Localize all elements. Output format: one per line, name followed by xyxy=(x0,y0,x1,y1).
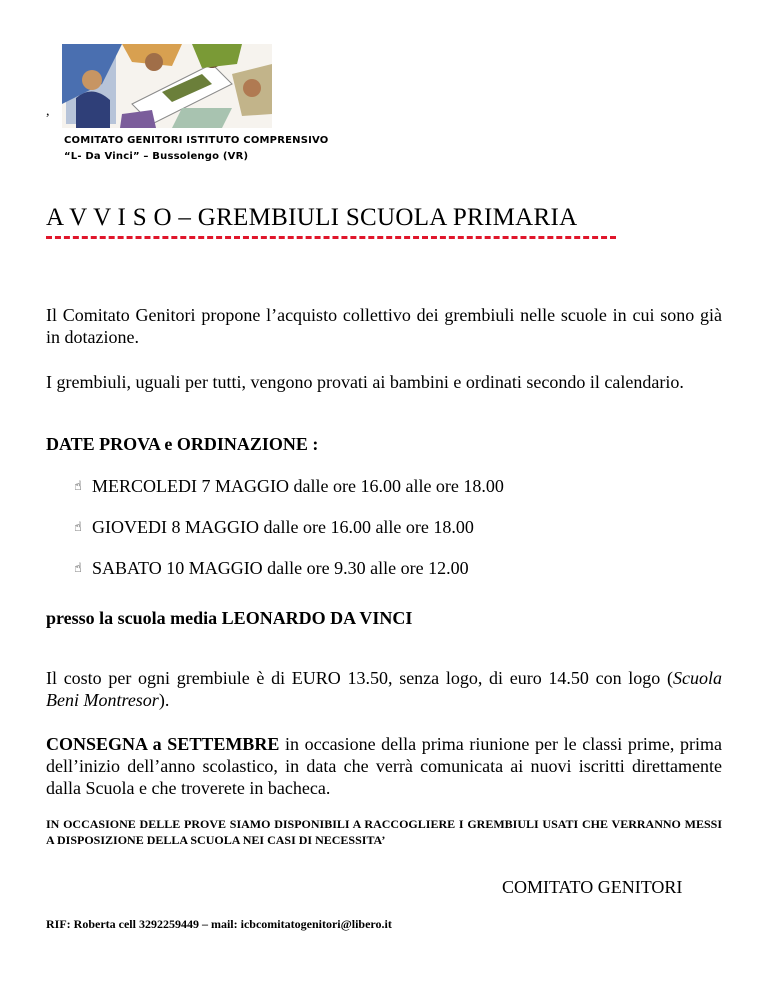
delivery-text: in occasione della prima riunione per le classi prime, prima dell’inizio dell’anno scolastico, in data che verrà comunicata ai nuovi iscritti direttamente dalla Scuola e che troverete in bacheca. xyxy=(46,734,722,798)
red-dashed-divider xyxy=(46,236,616,239)
date-text: MERCOLEDI 7 MAGGIO dalle ore 16.00 alle ore 18.00 xyxy=(92,476,504,496)
hand-pointer-icon: ☝ xyxy=(74,520,82,535)
cost-close: ). xyxy=(158,690,170,710)
cost-paragraph xyxy=(46,667,722,711)
committee-header xyxy=(64,133,329,165)
meeting-clipart-image xyxy=(62,44,272,128)
logo-name: Scuola Beni Montresor xyxy=(46,668,722,710)
cost-text: Il costo per ogni grembiule è di EURO 13.50, senza logo, di euro 14.50 con logo ( xyxy=(46,668,673,688)
delivery-paragraph xyxy=(46,733,722,799)
venue-line: presso la scuola media LEONARDO DA VINCI xyxy=(46,608,413,628)
dates-list xyxy=(74,476,504,599)
contact-line: RIF: Roberta cell 3292259449 – mail: icbcomitatogenitori@libero.it xyxy=(46,917,392,931)
fitting-paragraph: I grembiuli, uguali per tutti, vengono provati ai bambini e ordinati secondo il calendario. xyxy=(46,372,684,392)
hand-pointer-icon: ☝ xyxy=(74,479,82,494)
intro-paragraph: Il Comitato Genitori propone l’acquisto collettivo dei grembiuli nelle scuole in cui sono già in dotazione. xyxy=(46,305,722,347)
list-item xyxy=(74,517,504,558)
page-title: A V V I S O – GREMBIULI SCUOLA PRIMARIA xyxy=(46,204,578,231)
date-text: GIOVEDI 8 MAGGIO dalle ore 16.00 alle ore 18.00 xyxy=(92,517,474,537)
delivery-heading: CONSEGNA a SETTEMBRE xyxy=(46,734,280,754)
stray-comma: , xyxy=(46,104,50,119)
school-location: “L- Da Vinci” – Bussolengo (VR) xyxy=(64,151,249,162)
list-item xyxy=(74,476,504,517)
signature: COMITATO GENITORI xyxy=(502,877,683,897)
committee-name: COMITATO GENITORI ISTITUTO COMPRENSIVO xyxy=(64,135,329,146)
list-item xyxy=(74,558,504,599)
hand-pointer-icon: ☝ xyxy=(74,561,82,576)
used-aprons-note: IN OCCASIONE DELLE PROVE SIAMO DISPONIBILI A RACCOGLIERE I GREMBIULI USATI CHE VERRANNO MESSI A DISPOSIZIONE DELLA SCUOLA NEI CASI DI NECESSITA’ xyxy=(46,817,722,847)
dates-heading: DATE PROVA e ORDINAZIONE : xyxy=(46,434,319,454)
date-text: SABATO 10 MAGGIO dalle ore 9.30 alle ore 12.00 xyxy=(92,558,469,578)
